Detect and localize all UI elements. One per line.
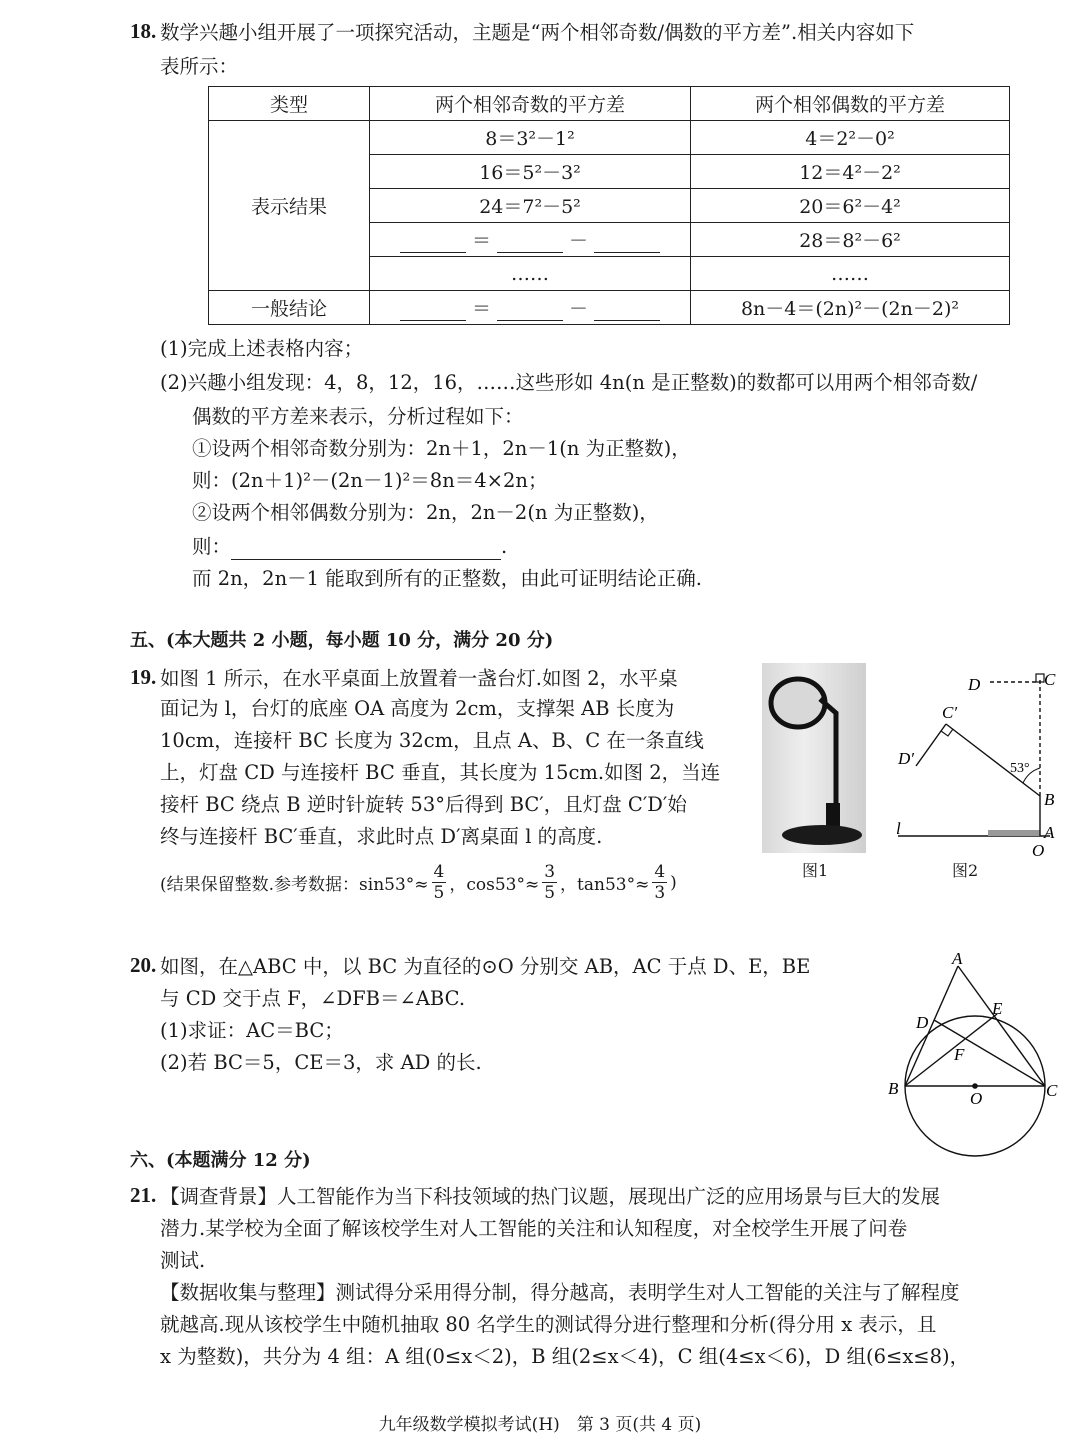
q18-part2-line4: 则：(2n＋1)²－(2n－1)²＝8n＝4×2n； <box>192 469 548 492</box>
ellipsis-cell: …… <box>691 257 1010 291</box>
q19-line2: 面记为 l，台灯的底座 OA 高度为 2cm，支撑架 AB 长度为 <box>160 697 675 720</box>
fraction-numerator: 3 <box>544 862 556 882</box>
table-header-row <box>209 87 1010 121</box>
q18-stem-line1: 数学兴趣小组开展了一项探究活动，主题是“两个相邻奇数/偶数的平方差”.相关内容如下 <box>160 21 915 44</box>
label-angle-53: 53° <box>1010 761 1030 776</box>
q21-line4: 【数据收集与整理】测试得分采用得分制，得分越高，表明学生对人工智能的关注与了解程度 <box>160 1281 960 1304</box>
label-E: E <box>992 999 1003 1018</box>
question-number-19: 19. <box>130 665 157 689</box>
even-general-cell: 8n－4＝(2n)²－(2n－2)² <box>691 291 1010 325</box>
q19-line6: 终与连接杆 BC′垂直，求此时点 D′离桌面 l 的高度. <box>160 825 603 848</box>
fraction-numerator: 4 <box>433 862 445 882</box>
label-F: F <box>954 1045 965 1064</box>
page-footer: 九年级数学模拟考试(H) 第 3 页(共 4 页) <box>378 1415 702 1435</box>
minus-sign: － <box>569 230 589 252</box>
eq-sign: ＝ <box>471 298 491 320</box>
q18-stem-line2: 表所示： <box>160 55 239 78</box>
q19-line1: 如图 1 所示，在水平桌面上放置着一盏台灯.如图 2，水平桌 <box>160 667 678 690</box>
section-6-heading: 六、(本题满分 12 分) <box>130 1150 311 1171</box>
fraction-numerator: 4 <box>654 862 666 882</box>
section-5-heading: 五、(本大题共 2 小题，每小题 10 分，满分 20 分) <box>130 630 554 651</box>
table-row <box>209 121 1010 155</box>
q21-line2: 潜力.某学校为全面了解该校学生对人工智能的关注和认知程度，对全校学生开展了问卷 <box>160 1217 908 1240</box>
figure2-caption: 图2 <box>952 861 979 880</box>
then-label: 则： <box>192 535 232 558</box>
q20-line2: 与 CD 交于点 F，∠DFB＝∠ABC. <box>160 987 466 1010</box>
q21-line3: 测试. <box>160 1249 206 1272</box>
row-label-general: 一般结论 <box>209 291 370 325</box>
ref-cos: ，cos53°≈ <box>449 875 540 895</box>
lamp-photo <box>762 663 866 853</box>
question-number-20: 20. <box>130 953 157 977</box>
even-cell: 20＝6²－4² <box>691 189 1010 223</box>
q20-part2: (2)若 BC＝5，CE＝3，求 AD 的长. <box>160 1051 482 1074</box>
eq-sign: ＝ <box>471 230 491 252</box>
figure1-caption: 图1 <box>802 861 829 880</box>
even-cell: 28＝8²－6² <box>691 223 1010 257</box>
q18-part2-line5: ②设两个相邻偶数分别为：2n，2n－2(n 为正整数)， <box>192 501 659 524</box>
fraction-4-3 <box>652 862 667 903</box>
ref-suffix: ) <box>670 872 677 893</box>
q18-table <box>208 86 1010 325</box>
q18-part2-line2: 偶数的平方差来表示，分析过程如下： <box>192 405 524 428</box>
label-O: O <box>970 1089 983 1108</box>
question-number-18: 18. <box>130 19 157 43</box>
answer-blank[interactable] <box>231 539 501 560</box>
label-D: D <box>916 1013 929 1032</box>
odd-cell: 24＝7²－5² <box>370 189 691 223</box>
row-label-results: 表示结果 <box>209 121 370 291</box>
q19-line4: 上，灯盘 CD 与连接杆 BC 垂直，其长度为 15cm.如图 2，当连 <box>160 761 721 784</box>
q20-line1: 如图，在△ABC 中，以 BC 为直径的⊙O 分别交 AB，AC 于点 D、E，BE <box>160 955 811 978</box>
answer-blank[interactable] <box>400 300 466 321</box>
minus-sign: － <box>569 298 589 320</box>
fraction-3-5 <box>542 862 557 903</box>
label-C: C <box>1046 1081 1058 1100</box>
fraction-denominator: 5 <box>544 883 556 903</box>
q21-line1: 【调查背景】人工智能作为当下科技领域的热门议题，展现出广泛的应用场景与巨大的发展 <box>160 1185 941 1208</box>
odd-blank-cell[interactable] <box>370 223 691 257</box>
answer-blank[interactable] <box>497 300 563 321</box>
label-D-prime: D′ <box>898 749 914 768</box>
odd-general-cell[interactable] <box>370 291 691 325</box>
q21-line6: x 为整数)，共分为 4 组：A 组(0≤x＜2)，B 组(2≤x＜4)，C 组(4≤x＜6)，D 组(6≤x≤8)， <box>160 1345 970 1368</box>
label-D: D <box>968 675 981 694</box>
fraction-denominator: 3 <box>654 883 666 903</box>
answer-blank[interactable] <box>400 232 466 253</box>
label-B: B <box>888 1079 899 1098</box>
ref-prefix: (结果保留整数.参考数据：sin53°≈ <box>160 875 429 895</box>
label-B: B <box>1044 790 1055 809</box>
q19-line3: 10cm，连接杆 BC 长度为 32cm，且点 A、B、C 在一条直线 <box>160 729 704 752</box>
label-A: A <box>952 949 963 968</box>
answer-blank[interactable] <box>497 232 563 253</box>
table-row <box>209 291 1010 325</box>
label-O: O <box>1032 841 1045 860</box>
label-A: A <box>1044 823 1055 842</box>
q18-part2-line1: (2)兴趣小组发现：4，8，12，16，……这些形如 4n(n 是正整数)的数都可以用两个相邻奇数/ <box>160 371 978 394</box>
odd-cell: 8＝3²－1² <box>370 121 691 155</box>
q19-line5: 接杆 BC 绕点 B 逆时针旋转 53°后得到 BC′，且灯盘 C′D′始 <box>160 793 687 816</box>
even-cell: 4＝2²－0² <box>691 121 1010 155</box>
desk-lamp-icon <box>762 663 866 853</box>
q18-part2-line6 <box>192 534 507 560</box>
header-odd: 两个相邻奇数的平方差 <box>370 87 691 121</box>
q18-part2-line3: ①设两个相邻奇数分别为：2n＋1，2n－1(n 为正整数)， <box>192 437 691 460</box>
q18-part2-line7: 而 2n，2n－1 能取到所有的正整数，由此可证明结论正确. <box>192 567 702 590</box>
q18-part1: (1)完成上述表格内容； <box>160 337 364 360</box>
ref-tan: ，tan53°≈ <box>560 875 650 895</box>
fraction-4-5 <box>432 862 447 903</box>
figure2-diagram <box>880 660 1070 860</box>
q19-reference-data <box>160 862 677 903</box>
label-C-prime: C′ <box>942 703 958 722</box>
ellipsis-cell: …… <box>370 257 691 291</box>
answer-blank[interactable] <box>594 232 660 253</box>
fraction-denominator: 5 <box>433 883 445 903</box>
label-C: C <box>1044 670 1056 689</box>
q21-line5: 就越高.现从该校学生中随机抽取 80 名学生的测试得分进行整理和分析(得分用 x 表示，且 <box>160 1313 937 1336</box>
odd-cell: 16＝5²－3² <box>370 155 691 189</box>
even-cell: 12＝4²－2² <box>691 155 1010 189</box>
period: . <box>501 535 508 558</box>
question-number-21: 21. <box>130 1183 157 1207</box>
answer-blank[interactable] <box>594 300 660 321</box>
q20-circle-diagram <box>880 948 1070 1158</box>
header-even: 两个相邻偶数的平方差 <box>691 87 1010 121</box>
label-l: l <box>896 819 901 838</box>
header-type: 类型 <box>209 87 370 121</box>
q20-part1: (1)求证：AC＝BC； <box>160 1019 344 1042</box>
